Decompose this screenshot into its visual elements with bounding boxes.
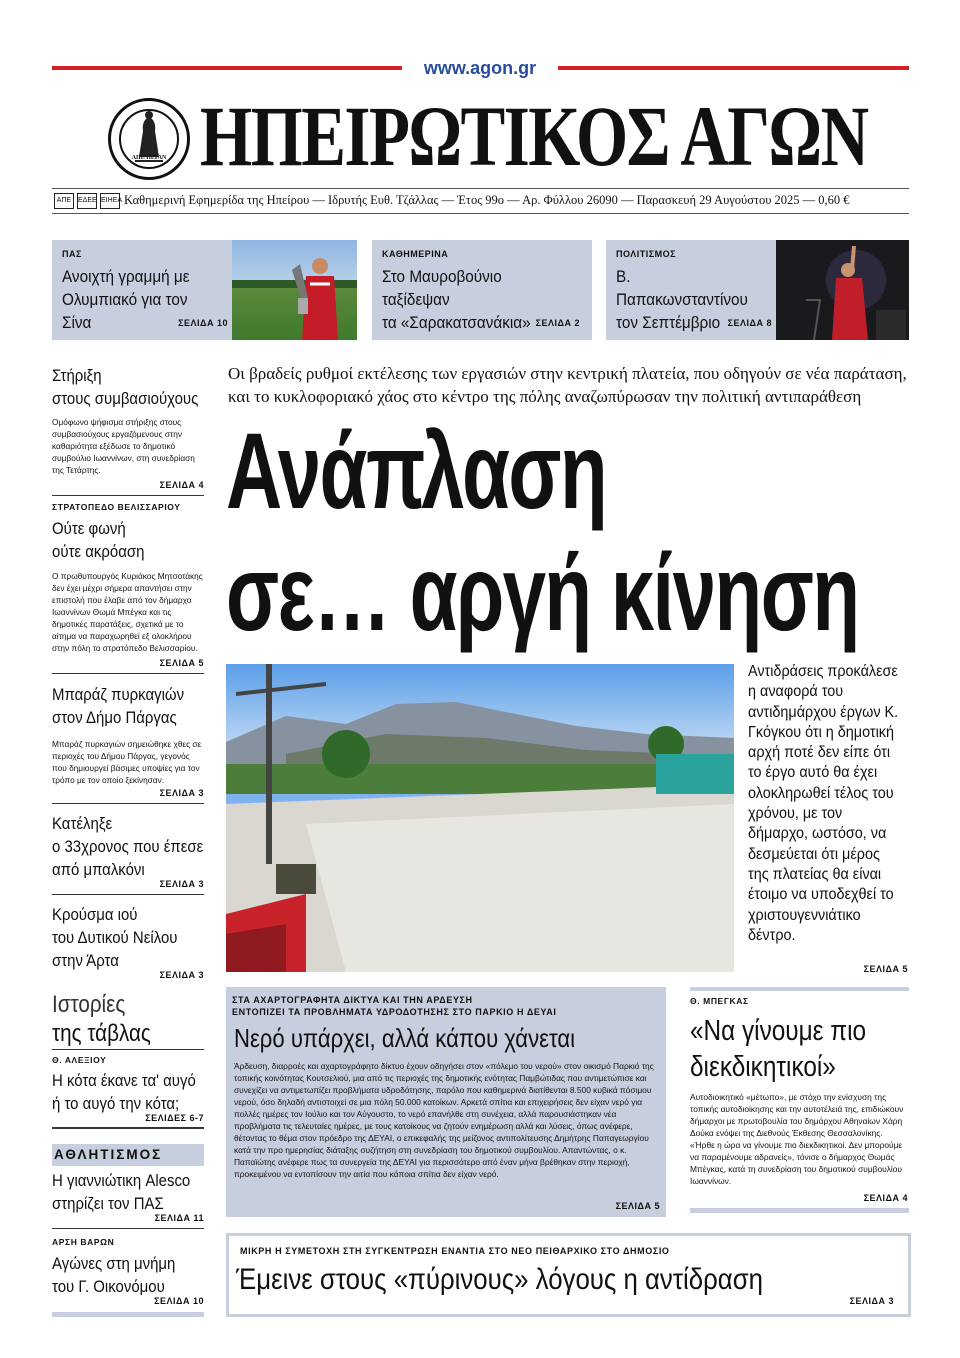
seal-inscription: ΑΠΕ ΠΕΡΑΝ xyxy=(131,155,167,161)
main-side-text: Αντιδράσεις προκάλεσε η αναφορά του αντιδημάρχου έργων Κ. Γκόγκου ότι η δημοτική αρχή ποτέ δεν είπε ότι το έργο αυτό θα έχει ολοκληρωθεί τέλος του χρόνου, με τον δήμαρχο, ωστόσο, να δεσμεύεται ότι μέρος της πλατείας θα είναι έτοιμο να υποδεχθεί το χριστουγεννιάτικο δέντρο. xyxy=(748,663,899,944)
left-s6-title[interactable]: Ιστορίες της τάβλας xyxy=(52,991,151,1047)
logo-eihea: ΕΙΗΕΑ xyxy=(100,193,120,209)
left-s6-page: ΣΕΛΙΔΕΣ 6-7 xyxy=(145,1113,204,1123)
teaser-kicker: ΠΟΛΙΤΙΣΜΟΣ xyxy=(616,249,677,259)
teaser-photo-singer xyxy=(776,240,909,340)
begas-title[interactable]: «Να γίνουμε πιο διεκδικητικοί» xyxy=(690,1015,867,1083)
left-s4-headline[interactable]: Κατέληξε ο 33χρονος που έπεσε από μπαλκόνι xyxy=(52,814,204,879)
seal-logo xyxy=(108,98,190,180)
divider xyxy=(52,894,204,895)
bottom-page: ΣΕΛΙΔΑ 3 xyxy=(849,1296,894,1306)
affiliation-logos xyxy=(54,193,123,209)
info-line xyxy=(52,188,909,214)
left-s8-kicker: ΑΡΣΗ ΒΑΡΩΝ xyxy=(52,1237,115,1247)
left-s4-page: ΣΕΛΙΔΑ 3 xyxy=(159,879,204,889)
left-s8-headline[interactable]: Αγώνες στη μνήμη του Γ. Οικονόμου xyxy=(52,1254,176,1296)
water-body: Άρδευση, διαρροές και αχαρτογράφητο δίκτυο έχουν οδηγήσει στον «πόλεμο του νερού» στον οικισμό Παρκιό της τοπικής κοινότητας Κουτσελιού, μια από τις περιοχές της δημοτικής ενότητας Παμβώτιδας που αντιμετώπισε και συνεχίζει να αντιμετωπίζει προβλήματα υδροδότησης, παρόλο που καθημερινά διατίθενται 8.500 κυβικά πόσιμου νερού, όσο δηλαδή αντιστοιχεί σε μια πόλη 50.000 κατοίκων. Αρκετά σπίτια και επιχειρήσεις δεν είχαν νερό για πολλές ημέρες τον Ιούλιο και τον Αύγουστο, το νερό επανήλθε στη συνέχεια, αλλά παρουσιάστηκαν νέα προβλήματα τις τελευταίες ημέρες, με τους κατοίκους να ζητούν ενημέρωση αλλά και λύσεις, όπως ανέφερε, θέτοντας το θέμα στον πρόεδρο της ΔΕΥΑΙ, ο επικεφαλής της μείζονος αντιπολίτευσης Δημήτρης Παπαγεωργίου κατά την προ ημερησίας διάταξης συζήτηση στη συνεδρίαση του δημοτικού συμβουλίου. Απαντώντας, ο κ. Παπαϊώτης ανέφερε πως τα συνεργεία της ΔΕΥΑΙ για περισσότερο από έναν μήνα βρέθηκαν στην περιοχή, προκειμένου να εντοπίσουν την αιτία που κάποια σπίτια δεν είχαν νερό. xyxy=(234,1061,654,1179)
left-bottom-bar xyxy=(52,1312,204,1317)
water-title[interactable]: Νερό υπάρχει, αλλά κάπου χάνεται xyxy=(234,1023,576,1053)
bottom-title[interactable]: Έμεινε στους «πύρινους» λόγους η αντίδραση xyxy=(236,1263,763,1296)
water-kicker: ΣΤΑ ΑΧΑΡΤΟΓΡΑΦΗΤΑ ΔΙΚΤΥΑ ΚΑΙ ΤΗΝ ΑΡΔΕΥΣΗ ΕΝΤΟΠΙΖΕΙ ΤΑ ΠΡΟΒΛΗΜΑΤΑ ΥΔΡΟΔΟΤΗΣΗΣ ΣΤΟ ΠΑΡΚΙΟ Η ΔΕΥΑΙ xyxy=(232,995,557,1017)
main-headline-line1[interactable]: Ανάπλαση xyxy=(226,410,607,531)
teaser-kicker: ΚΑΘΗΜΕΡΙΝΑ xyxy=(382,249,449,259)
site-url[interactable]: www.agon.gr xyxy=(423,58,537,78)
divider xyxy=(52,1049,204,1050)
left-s3-page: ΣΕΛΙΔΑ 3 xyxy=(159,788,204,798)
teaser-page: ΣΕΛΙΔΑ 2 xyxy=(535,318,580,328)
begas-bottom-bar xyxy=(690,1208,909,1213)
teaser-title: Ανοιχτή γραμμή με Ολυμπιακό για τον Σίνα xyxy=(62,267,190,332)
left-s6-headline[interactable]: Η κότα έκανε τα' αυγό ή το αυγό την κότα; xyxy=(52,1071,196,1113)
left-s7-page: ΣΕΛΙΔΑ 11 xyxy=(154,1213,204,1223)
teaser-title: Β. Παπακωνσταντίνου τον Σεπτέμβριο xyxy=(616,267,748,332)
teaser-kicker: ΠΑΣ xyxy=(62,249,82,259)
left-s1-page: ΣΕΛΙΔΑ 4 xyxy=(159,480,204,490)
main-headline-line2[interactable]: σε… αργή κίνηση xyxy=(226,532,859,653)
teaser-sarakatsanakia[interactable] xyxy=(372,240,592,340)
begas-top-bar xyxy=(690,987,909,991)
teaser-photo-footballer xyxy=(232,240,357,340)
left-s8-page: ΣΕΛΙΔΑ 10 xyxy=(154,1296,204,1306)
left-s2-page: ΣΕΛΙΔΑ 5 xyxy=(159,658,204,668)
left-s2-kicker: ΣΤΡΑΤΟΠΕΔΟ ΒΕΛΙΣΣΑΡΙΟΥ xyxy=(52,502,181,512)
teaser-papakonstantinou[interactable] xyxy=(606,240,776,340)
main-photo-square-construction xyxy=(226,664,734,972)
top-red-rule-right xyxy=(558,66,909,70)
begas-kicker: Θ. ΜΠΕΓΚΑΣ xyxy=(690,996,749,1006)
publication-details: Καθημερινή Εφημερίδα της Ηπείρου — Ιδρυτής Ευθ. Τζάλλας — Έτος 99ο — Αρ. Φύλλου 26090 — Παρασκευή 29 Αυγούστου 2025 — 0,60 € xyxy=(124,193,850,207)
teaser-page: ΣΕΛΙΔΑ 8 xyxy=(727,318,772,328)
divider xyxy=(52,495,204,496)
left-s3-body: Μπαράζ πυρκαγιών σημειώθηκε χθες σε περιοχές του Δήμου Πάργας, γεγονός που δημιουργεί βάσιμες υποψίες για τον τρόπο με τον οποίο ξεκίνησαν. xyxy=(52,739,202,785)
left-s7-headline[interactable]: Η γιαννιώτικη Alesco στηρίζει τον ΠΑΣ xyxy=(52,1171,191,1213)
teaser-pas[interactable] xyxy=(52,240,232,340)
main-page: ΣΕΛΙΔΑ 5 xyxy=(863,964,908,974)
divider xyxy=(52,803,204,804)
left-s1-body: Ομόφωνο ψήφισμα στήριξης στους συμβασιούχους εργαζόμενους στην καθαριότητα εξέδωσε το δημοτικό συμβούλιο Ιωαννίνων, στη συνεδρίαση της Τετάρτης. xyxy=(52,417,195,475)
begas-page: ΣΕΛΙΔΑ 4 xyxy=(863,1193,908,1203)
masthead-title: ΗΠΕΙΡΩΤΙΚΟΣ ΑΓΩΝ xyxy=(200,88,868,184)
left-s1-headline[interactable]: Στήριξη στους συμβασιούχους xyxy=(52,366,199,408)
logo-edee: ΕΔΕΕ xyxy=(77,193,97,209)
teaser-title: Στο Μαυροβούνιο ταξίδεψαν τα «Σαρακατσανάκια» xyxy=(382,267,531,332)
water-page: ΣΕΛΙΔΑ 5 xyxy=(615,1201,660,1211)
left-s5-page: ΣΕΛΙΔΑ 3 xyxy=(159,970,204,980)
top-red-rule-left xyxy=(52,66,402,70)
left-s2-body: Ο πρωθυπουργός Κυριάκος Μητσοτάκης δεν έχει μέχρι σήμερα απαντήσει στην επιστολή που έλαβε από τον δήμαρχο Ιωαννίνων Θωμά Μπέγκα και τις δημοτικές παρατάξεις, σχετικά με το αίτημα να παραχωρηθεί εξ ολοκλήρου στην πόλη το στρατόπεδο Βελισσαρίου. xyxy=(52,571,203,653)
bottom-kicker: ΜΙΚΡΗ Η ΣΥΜΕΤΟΧΗ ΣΤΗ ΣΥΓΚΕΝΤΡΩΣΗ ΕΝΑΝΤΙΑ ΣΤΟ ΝΕΟ ΠΕΙΘΑΡΧΙΚΟ ΣΤΟ ΔΗΜΟΣΙΟ xyxy=(240,1246,670,1256)
divider xyxy=(52,673,204,674)
begas-body: Αυτοδιοικητικό «μέτωπο», με στόχο την ενίσχυση της τοπικής αυτοδιοίκησης και την αυτοτέλειά της, επιδιώκουν δήμαρχοι με πρωτοβουλία του δημάρχου Αθηναίων Χάρη Δούκα ενόψει της Διεθνούς Έκθεσης Θεσσαλονίκης. «Ήρθε η ώρα να γίνουμε πιο διεκδικητικοί. Δεν μπορούμε να παραμένουμε αδρανείς», τόνισε ο δήμαρχος Θωμάς Μπέγκας, κατά τη συνεδρίαση του δημοτικού συμβουλίου Ιωαννίνων. xyxy=(690,1092,904,1186)
left-s2-headline[interactable]: Ούτε φωνή ούτε ακρόαση xyxy=(52,519,145,561)
divider xyxy=(52,1127,204,1129)
logo-ape: ΑΠΕ xyxy=(54,193,74,209)
left-s6-kicker: Θ. ΑΛΕΞΙΟΥ xyxy=(52,1055,107,1065)
divider xyxy=(52,1228,204,1229)
teaser-page: ΣΕΛΙΔΑ 10 xyxy=(178,318,228,328)
left-s7-kicker: ΑΘΛΗΤΙΣΜΟΣ xyxy=(54,1147,163,1162)
left-s5-headline[interactable]: Κρούσμα ιού του Δυτικού Νείλου στην Άρτα xyxy=(52,905,178,970)
main-deck: Οι βραδείς ρυθμοί εκτέλεσης των εργασιών στην κεντρική πλατεία, που οδηγούν σε νέα παράταση, και το κυκλοφοριακό χάος στο κέντρο της πόλης αναζωπύρωσαν την πολιτική αντιπαράθεση xyxy=(228,364,907,406)
left-s3-headline[interactable]: Μπαράζ πυρκαγιών στον Δήμο Πάργας xyxy=(52,685,185,727)
